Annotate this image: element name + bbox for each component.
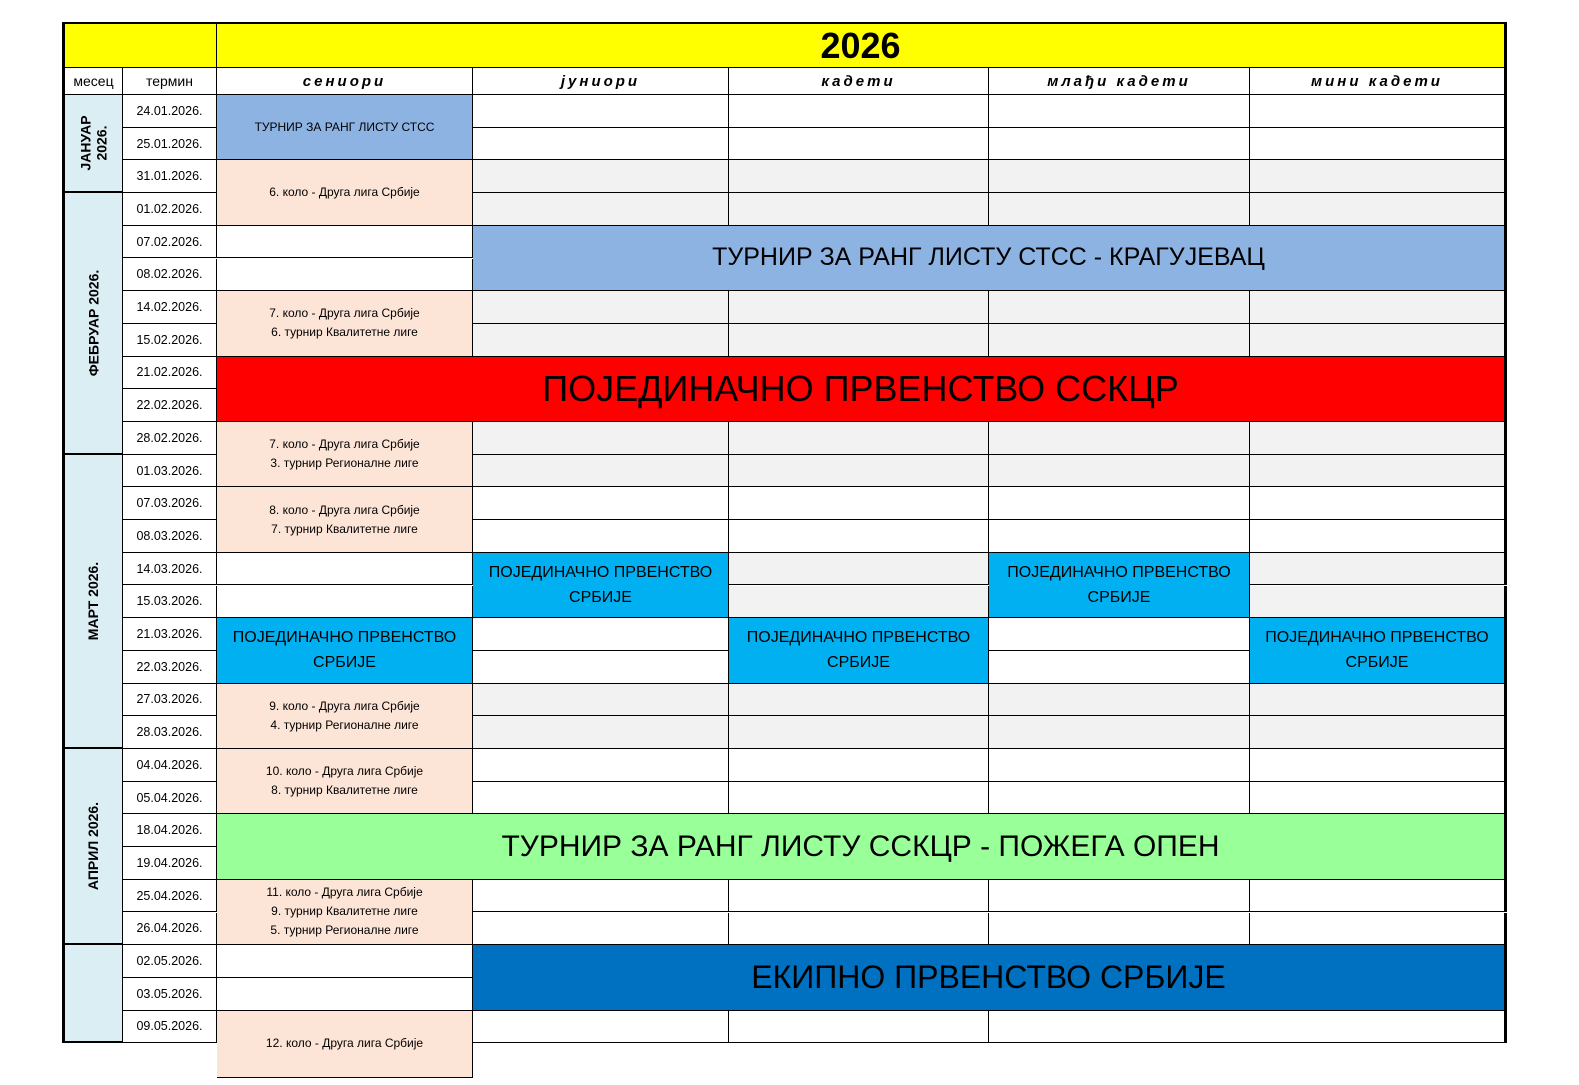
event-line: 8. коло - Друга лига Србије <box>269 502 420 517</box>
header-term: термин <box>123 68 217 95</box>
empty-cell <box>989 782 1250 815</box>
empty-cell <box>473 651 729 684</box>
empty-cell <box>217 259 473 292</box>
event-line: СРБИЈЕ <box>313 654 376 672</box>
empty-cell <box>473 455 729 488</box>
empty-cell <box>473 160 729 193</box>
event-ekipno: ЕКИПНО ПРВЕНСТВО СРБИЈЕ <box>473 945 1507 1010</box>
empty-cell <box>729 586 989 619</box>
month-march <box>62 455 123 749</box>
month-label: АПРИЛ 2026. <box>85 802 102 891</box>
event-line: 8. турнир Квалитетне лиге <box>271 783 418 798</box>
empty-cell <box>989 160 1250 193</box>
empty-cell <box>1250 553 1507 586</box>
empty-cell <box>729 455 989 488</box>
empty-cell <box>989 520 1250 553</box>
empty-cell <box>1250 913 1507 946</box>
empty-cell <box>729 487 989 520</box>
header-kadeti: кадети <box>729 68 989 95</box>
empty-cell <box>989 193 1250 226</box>
empty-cell <box>473 782 729 815</box>
empty-cell <box>1250 716 1507 749</box>
empty-cell <box>217 978 473 1011</box>
empty-cell <box>989 422 1250 455</box>
month-label: МАРТ 2026. <box>85 561 102 641</box>
event-line: 6. турнир Квалитетне лиге <box>271 325 418 340</box>
event-line: ПОЈЕДИНАЧНО ПРВЕНСТВО <box>1007 563 1231 581</box>
empty-cell <box>729 520 989 553</box>
date-cell: 01.03.2026. <box>123 455 217 488</box>
empty-cell <box>473 487 729 520</box>
empty-cell <box>989 880 1250 913</box>
event-league-round-7b <box>217 422 473 487</box>
empty-cell <box>729 913 989 946</box>
empty-cell <box>473 193 729 226</box>
empty-cell <box>473 422 729 455</box>
event-line: 12. коло - Друга лига Србије <box>265 1036 424 1051</box>
event-prvenstvo-srbije-mini <box>1250 618 1507 683</box>
date-cell: 21.03.2026. <box>123 618 217 651</box>
empty-cell <box>729 128 989 161</box>
empty-cell <box>729 1011 989 1044</box>
date-cell: 08.02.2026. <box>123 259 217 292</box>
date-cell: 24.01.2026. <box>123 95 217 128</box>
header-seniori: сениори <box>217 68 473 95</box>
date-cell: 31.01.2026. <box>123 160 217 193</box>
date-cell: 08.03.2026. <box>123 520 217 553</box>
date-cell: 22.02.2026. <box>123 389 217 422</box>
event-league-round-7 <box>217 291 473 356</box>
empty-cell <box>1250 422 1507 455</box>
event-line: 5. турнир Регионалне лиге <box>270 923 419 938</box>
empty-cell <box>1250 782 1507 815</box>
empty-cell <box>1250 880 1507 913</box>
event-prvenstvo-srbije-juniori <box>473 553 729 618</box>
empty-cell <box>989 291 1250 324</box>
empty-cell <box>729 422 989 455</box>
event-line: 6. коло - Друга лига Србије <box>269 185 420 200</box>
empty-cell <box>729 160 989 193</box>
event-line: 7. коло - Друга лига Србије <box>269 437 420 452</box>
year-corner <box>62 22 217 68</box>
empty-cell <box>989 749 1250 782</box>
month-label: ФЕБРУАР 2026. <box>85 269 102 377</box>
event-line: 9. коло - Друга лига Србије <box>269 698 420 713</box>
event-line: ПОЈЕДИНАЧНО ПРВЕНСТВО <box>1265 629 1489 647</box>
event-league-round-10 <box>217 749 473 814</box>
empty-cell <box>989 128 1250 161</box>
empty-cell <box>729 324 989 357</box>
empty-cell <box>473 128 729 161</box>
empty-cell <box>729 716 989 749</box>
date-cell: 07.02.2026. <box>123 226 217 259</box>
event-line: 7. коло - Друга лига Србије <box>269 306 420 321</box>
empty-cell <box>1250 586 1507 619</box>
empty-cell <box>1250 520 1507 553</box>
empty-cell <box>1250 455 1507 488</box>
empty-cell <box>1250 193 1507 226</box>
empty-cell <box>1250 95 1507 128</box>
date-cell: 26.04.2026. <box>123 913 217 946</box>
empty-cell <box>473 520 729 553</box>
date-cell: 27.03.2026. <box>123 684 217 717</box>
event-line: СРБИЈЕ <box>827 654 890 672</box>
event-rang-kragujevac: ТУРНИР ЗА РАНГ ЛИСТУ СТСС - КРАГУЈЕВАЦ <box>473 226 1507 291</box>
event-line: СРБИЈЕ <box>569 588 632 606</box>
header-mladji-kadeti: млађи кадети <box>989 68 1250 95</box>
date-cell: 25.04.2026. <box>123 880 217 913</box>
date-cell: 01.02.2026. <box>123 193 217 226</box>
empty-cell <box>1250 160 1507 193</box>
empty-cell <box>989 487 1250 520</box>
calendar-sheet <box>62 22 1509 1051</box>
date-cell: 15.03.2026. <box>123 586 217 619</box>
date-cell: 19.04.2026. <box>123 847 217 880</box>
date-cell: 18.04.2026. <box>123 814 217 847</box>
empty-cell <box>729 291 989 324</box>
date-cell: 14.03.2026. <box>123 553 217 586</box>
date-cell: 09.05.2026. <box>123 1011 217 1044</box>
date-cell: 25.01.2026. <box>123 128 217 161</box>
empty-cell <box>989 95 1250 128</box>
event-line: 3. турнир Регионалне лиге <box>270 456 419 471</box>
month-may <box>62 945 123 1043</box>
event-line: 11. коло - Друга лига Србије <box>266 885 423 900</box>
empty-cell <box>473 913 729 946</box>
date-cell: 28.02.2026. <box>123 422 217 455</box>
header-month: месец <box>62 68 123 95</box>
date-cell: 05.04.2026. <box>123 782 217 815</box>
year-title: 2026 <box>217 22 1507 68</box>
empty-cell <box>989 651 1250 684</box>
event-league-round-11 <box>217 880 473 945</box>
empty-cell <box>989 618 1250 651</box>
empty-cell <box>989 716 1250 749</box>
empty-cell <box>1250 291 1507 324</box>
date-cell: 02.05.2026. <box>123 945 217 978</box>
date-cell: 04.04.2026. <box>123 749 217 782</box>
event-league-round-9 <box>217 684 473 749</box>
event-prvenstvo-srbije-mladji <box>989 553 1250 618</box>
event-league-round-6 <box>217 160 473 225</box>
event-line: 10. коло - Друга лига Србије <box>265 764 424 779</box>
empty-cell <box>217 586 473 619</box>
event-prvenstvo-srbije-seniori <box>217 618 473 683</box>
event-line: ПОЈЕДИНАЧНО ПРВЕНСТВО <box>488 563 713 581</box>
empty-cell <box>473 95 729 128</box>
empty-cell <box>729 782 989 815</box>
empty-cell <box>989 684 1250 717</box>
date-cell: 03.05.2026. <box>123 978 217 1011</box>
event-line: ПОЈЕДИНАЧНО ПРВЕНСТВО <box>746 629 971 647</box>
empty-cell <box>729 553 989 586</box>
month-february <box>62 193 123 455</box>
empty-cell <box>473 1011 729 1044</box>
empty-cell <box>473 324 729 357</box>
empty-cell <box>989 455 1250 488</box>
date-cell: 14.02.2026. <box>123 291 217 324</box>
empty-cell <box>1250 684 1507 717</box>
date-cell: 22.03.2026. <box>123 651 217 684</box>
empty-cell <box>217 553 473 586</box>
event-league-round-8 <box>217 487 473 552</box>
date-cell: 21.02.2026. <box>123 357 217 390</box>
empty-cell <box>473 749 729 782</box>
event-rang-stcc: ТУРНИР ЗА РАНГ ЛИСТУ СТСС <box>217 95 473 160</box>
event-line: СРБИЈЕ <box>1345 654 1409 672</box>
event-line: 7. турнир Квалитетне лиге <box>271 521 418 536</box>
event-prvenstvo-sskcr: ПОЈЕДИНАЧНО ПРВЕНСТВО ССКЦР <box>217 357 1507 422</box>
month-april <box>62 749 123 945</box>
empty-cell <box>1250 749 1507 782</box>
month-january <box>62 95 123 193</box>
empty-cell <box>473 880 729 913</box>
empty-cell <box>729 684 989 717</box>
date-cell: 07.03.2026. <box>123 487 217 520</box>
empty-cell <box>989 1011 1507 1044</box>
event-prvenstvo-srbije-kadeti <box>729 618 989 683</box>
empty-cell <box>473 716 729 749</box>
empty-cell <box>473 618 729 651</box>
header-juniori: јуниори <box>473 68 729 95</box>
event-pozega-open: ТУРНИР ЗА РАНГ ЛИСТУ ССКЦР - ПОЖЕГА ОПЕН <box>217 814 1507 879</box>
empty-cell <box>729 749 989 782</box>
date-cell: 28.03.2026. <box>123 716 217 749</box>
empty-cell <box>729 880 989 913</box>
empty-cell <box>473 291 729 324</box>
empty-cell <box>1250 487 1507 520</box>
event-line: СРБИЈЕ <box>1087 588 1151 606</box>
empty-cell <box>729 95 989 128</box>
event-line: ПОЈЕДИНАЧНО ПРВЕНСТВО <box>232 629 457 647</box>
empty-cell <box>217 945 473 978</box>
header-mini-kadeti: мини кадети <box>1250 68 1507 95</box>
empty-cell <box>729 193 989 226</box>
event-league-round-12 <box>217 1011 473 1078</box>
empty-cell <box>1250 128 1507 161</box>
empty-cell <box>989 913 1250 946</box>
event-line: 4. турнир Регионалне лиге <box>270 717 419 732</box>
date-cell: 15.02.2026. <box>123 324 217 357</box>
month-label: ЈАНУАР 2026. <box>77 115 110 171</box>
empty-cell <box>217 226 473 259</box>
empty-cell <box>1250 324 1507 357</box>
event-line: 9. турнир Квалитетне лиге <box>271 904 418 919</box>
empty-cell <box>473 684 729 717</box>
empty-cell <box>989 324 1250 357</box>
